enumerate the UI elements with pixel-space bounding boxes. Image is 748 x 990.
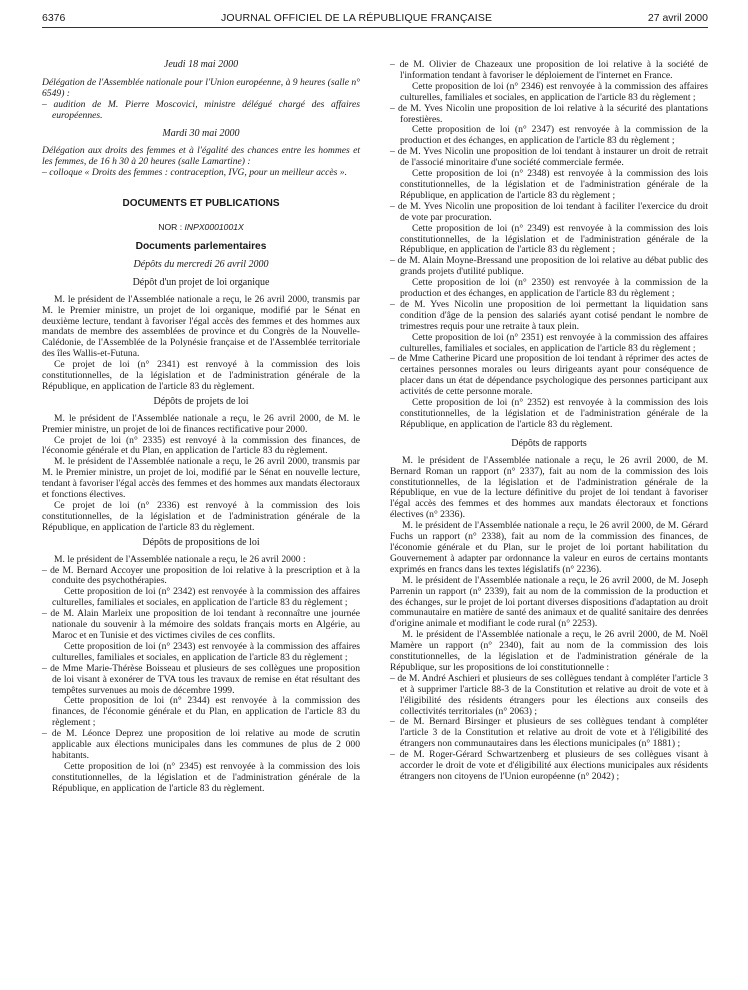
heading-propositions: Dépôts de propositions de loi bbox=[142, 536, 260, 548]
agenda-entry: Délégation aux droits des femmes et à l'égalité des chances entre les hommes et les femmes, de 16 h 30 à 20 heures (salle Lamartine) : bbox=[42, 145, 360, 168]
list-item: – de M. Yves Nicolin une proposition de loi tendant à instaurer un droit de retrait de l'associé minoritaire d'une société commerciale fermée. bbox=[390, 146, 708, 169]
referral-text: Cette proposition de loi (n° 2348) est renvoyée à la commission des lois constitutionnelles, de la législation et de l'administration générale de la République, en application de l'article 83 du règlement ; bbox=[400, 168, 708, 201]
referral-text: Cette proposition de loi (n° 2350) est renvoyée à la commission de la production et des échanges, en application de l'article 83 du règlement ; bbox=[400, 277, 708, 300]
paragraph: M. le président de l'Assemblée nationale a reçu, le 26 avril 2000, de M. Gérard Fuchs un rapport (n° 2338), fait au nom de la commission des finances, de l'économie générale et du Plan, sur le projet de loi portant habilitation du Gouvernement à adapter par ordonnance la valeur en euros de certains montants exprimés en francs dans les textes législatifs (n° 2236). bbox=[390, 520, 708, 575]
agenda-entry: Délégation de l'Assemblée nationale pour l'Union européenne, à 9 heures (salle n° 6549) : bbox=[42, 76, 360, 99]
agenda-date: Mardi 30 mai 2000 bbox=[162, 127, 240, 139]
heading-projets: Dépôts de projets de loi bbox=[153, 395, 249, 407]
issue-date: 27 avril 2000 bbox=[647, 12, 708, 24]
list-item: – de M. Yves Nicolin une proposition de loi permettant la liquidation sans condition d'âge de la pension des salariés ayant cotisé pendant le nombre de trimestres requis pour une retraite à taux plein. bbox=[390, 298, 708, 332]
nor-code: INPX0001001X bbox=[184, 222, 244, 233]
nor-reference bbox=[42, 222, 360, 233]
agenda-item: – colloque « Droits des femmes : contraception, IVG, pour un meilleur accès ». bbox=[42, 167, 347, 179]
section-title: DOCUMENTS ET PUBLICATIONS bbox=[122, 198, 280, 210]
running-header bbox=[42, 12, 708, 28]
list-item: – de M. Léonce Deprez une proposition de loi relative au mode de scrutin applicable aux élections municipales dans les communes de plus de 2 000 habitants. bbox=[42, 728, 360, 761]
paragraph: M. le président de l'Assemblée nationale a reçu, le 26 avril 2000 : bbox=[54, 553, 306, 565]
referral-text: Cette proposition de loi (n° 2347) est renvoyée à la commission de la production et des échanges, en application de l'article 83 du règlement ; bbox=[400, 124, 708, 147]
paragraph: M. le président de l'Assemblée nationale a reçu, le 26 avril 2000, de M. Bernard Roman un rapport (n° 2337), fait au nom de la commission des lois constitutionnelles, de la législation et de l'administration générale de la République, en vue de la lecture définitive du projet de loi tendant à favoriser l'égal accès des femmes et des hommes aux mandats électoraux et fonctions électives (n° 2336). bbox=[390, 454, 708, 521]
referral-text: Cette proposition de loi (n° 2352) est renvoyée à la commission des lois constitutionnelles, de la législation et de l'administration générale de la République, en application de l'article 83 du règlement. bbox=[400, 397, 708, 430]
subsection-title: Documents parlementaires bbox=[135, 240, 267, 252]
page-number: 6376 bbox=[42, 12, 66, 24]
heading-rapports: Dépôts de rapports bbox=[511, 437, 587, 449]
heading-loi-organique: Dépôt d'un projet de loi organique bbox=[132, 276, 270, 288]
referral-text: Cette proposition de loi (n° 2345) est renvoyée à la commission des lois constitutionnelles, de la législation et de l'administration générale de la République, en application de l'article 83 du règlement. bbox=[52, 760, 360, 794]
list-item: – de M. Roger-Gérard Schwartzenberg et plusieurs de ses collègues visant à accorder le droit de vote et d'éligibilité aux élections municipales aux résidents étrangers non citoyens de l'Union européenne (n° 2042) ; bbox=[390, 749, 708, 782]
list-item: – de M. Yves Nicolin une proposition de loi tendant à faciliter l'exercice du droit de vote par procuration. bbox=[390, 200, 708, 223]
list-item: – de M. Bernard Birsinger et plusieurs de ses collègues tendant à compléter l'article 3 de la Constitution et relative au droit de vote et à l'éligibilité des étrangers non communautaires dans les élections municipales (n° 1881) ; bbox=[390, 716, 708, 750]
journal-title: JOURNAL OFFICIEL DE LA RÉPUBLIQUE FRANÇAISE bbox=[221, 12, 493, 24]
list-item: – de Mme Catherine Picard une proposition de loi tendant à réprimer des actes de certaines personnes morales ou leurs dirigeants ayant pour conséquence de placer dans un état de dépendance psychologique des personnes participant aux activités de cette personne morale. bbox=[390, 353, 708, 398]
list-item: – de M. Olivier de Chazeaux une proposition de loi relative à la société de l'information tendant à favoriser le déploiement de l'internet en France. bbox=[390, 59, 708, 81]
referral-text: Cette proposition de loi (n° 2342) est renvoyée à la commission des affaires culturelles, familiales et sociales, en application de l'article 83 du règlement ; bbox=[52, 586, 360, 609]
referral-text: Cette proposition de loi (n° 2344) est renvoyée à la commission des finances, de l'économie générale et du Plan, en application de l'article 83 du règlement ; bbox=[52, 695, 360, 729]
agenda-date: Jeudi 18 mai 2000 bbox=[163, 59, 239, 70]
nor-label: NOR : bbox=[158, 222, 185, 233]
referral-text: Cette proposition de loi (n° 2351) est renvoyée à la commission des affaires culturelles, familiales et sociales, en application de l'article 83 du règlement ; bbox=[400, 331, 708, 354]
paragraph: M. le président de l'Assemblée nationale a reçu, le 26 avril 2000, transmis par M. le Premier ministre, un projet de loi organique, modifié par le Sénat en deuxième lecture, tendant à favoriser l'égal accès des femmes et des hommes aux mandats de membre des assemblées de province et du Congrès de la Nouvelle-Calédonie, de l'Assemblée de la Polynésie française et de l'Assemblée territoriale des îles Wallis-et-Futuna. bbox=[42, 293, 360, 360]
list-item: – de M. Yves Nicolin une proposition de loi relative à la sécurité des plantations forestières. bbox=[390, 102, 708, 125]
paragraph: M. le président de l'Assemblée nationale a reçu, le 26 avril 2000, transmis par M. le Premier ministre, un projet de loi, modifié par le Sénat en nouvelle lecture, tendant à favoriser l'égal accès des femmes et des hommes aux mandats électoraux et fonctions électives. bbox=[42, 456, 360, 501]
right-column bbox=[390, 60, 708, 795]
paragraph: Ce projet de loi (n° 2336) est renvoyé à la commission des lois constitutionnelles, de la législation et de l'administration générale de la République, en application de l'article 83 du règlement. bbox=[42, 500, 360, 533]
referral-text: Cette proposition de loi (n° 2349) est renvoyée à la commission des lois constitutionnelles, de la législation et de l'administration générale de la République, en application de l'article 83 du règlement ; bbox=[400, 222, 708, 256]
list-item: – de M. Bernard Accoyer une proposition de loi relative à la prescription et à la conduite des psychothérapies. bbox=[42, 564, 360, 587]
list-item: – de M. Alain Moyne-Bressand une proposition de loi relative au débat public des grands projets d'utilité publique. bbox=[390, 255, 708, 278]
list-item: – de Mme Marie-Thérèse Boisseau et plusieurs de ses collègues une proposition de loi visant à exonérer de TVA tous les travaux de remise en état résultant des tempêtes survenues au mois de décembre 1999. bbox=[42, 662, 360, 696]
paragraph: Ce projet de loi (n° 2335) est renvoyé à la commission des finances, de l'économie générale et du Plan, en application de l'article 83 du règlement. bbox=[42, 434, 360, 457]
referral-text: Cette proposition de loi (n° 2346) est renvoyée à la commission des affaires culturelles, familiales et sociales, en application de l'article 83 du règlement ; bbox=[400, 80, 708, 103]
agenda-item: – audition de M. Pierre Moscovici, ministre délégué chargé des affaires européennes. bbox=[42, 98, 360, 121]
paragraph: M. le président de l'Assemblée nationale a reçu, le 26 avril 2000, de M. Joseph Parrenin un rapport (n° 2339), fait au nom de la commission de la production et des échanges, sur le projet de loi portant diverses dispositions d'adaptation au droit communautaire en matière de santé des animaux et de qualité sanitaire des denrées d'origine animale et modifiant le code rural (n° 2253). bbox=[390, 574, 708, 630]
referral-text: Cette proposition de loi (n° 2343) est renvoyée à la commission des affaires culturelles, familiales et sociales, en application de l'article 83 du règlement ; bbox=[52, 640, 360, 663]
deposit-date: Dépôts du mercredi 26 avril 2000 bbox=[133, 258, 269, 270]
paragraph: M. le président de l'Assemblée nationale a reçu, le 26 avril 2000, de M. Noël Mamère un rapport (n° 2340), fait au nom de la commission des lois constitutionnelles, de la législation et de l'administration générale de la République, sur les propositions de loi constitutionnelle : bbox=[390, 629, 708, 673]
paragraph: M. le président de l'Assemblée nationale a reçu, le 26 avril 2000, de M. le Premier ministre, un projet de loi de finances rectificative pour 2000. bbox=[42, 412, 360, 435]
list-item: – de M. André Aschieri et plusieurs de ses collègues tendant à compléter l'article 3 et à supprimer l'article 88-3 de la Constitution et relative au droit de vote et à l'éligibilité des résidents étrangers pour les élections aux conseils des collectivités territoriales (n° 2063) ; bbox=[390, 672, 708, 717]
paragraph: Ce projet de loi (n° 2341) est renvoyé à la commission des lois constitutionnelles, de la législation et de l'administration générale de la République, en application de l'article 83 du règlement. bbox=[42, 359, 360, 392]
left-column bbox=[42, 60, 360, 795]
list-item: – de M. Alain Marleix une proposition de loi tendant à reconnaître une journée nationale du souvenir à la mémoire des soldats français morts en Algérie, au Maroc et en Tunisie et des victimes civiles de ces conflits. bbox=[42, 608, 360, 641]
